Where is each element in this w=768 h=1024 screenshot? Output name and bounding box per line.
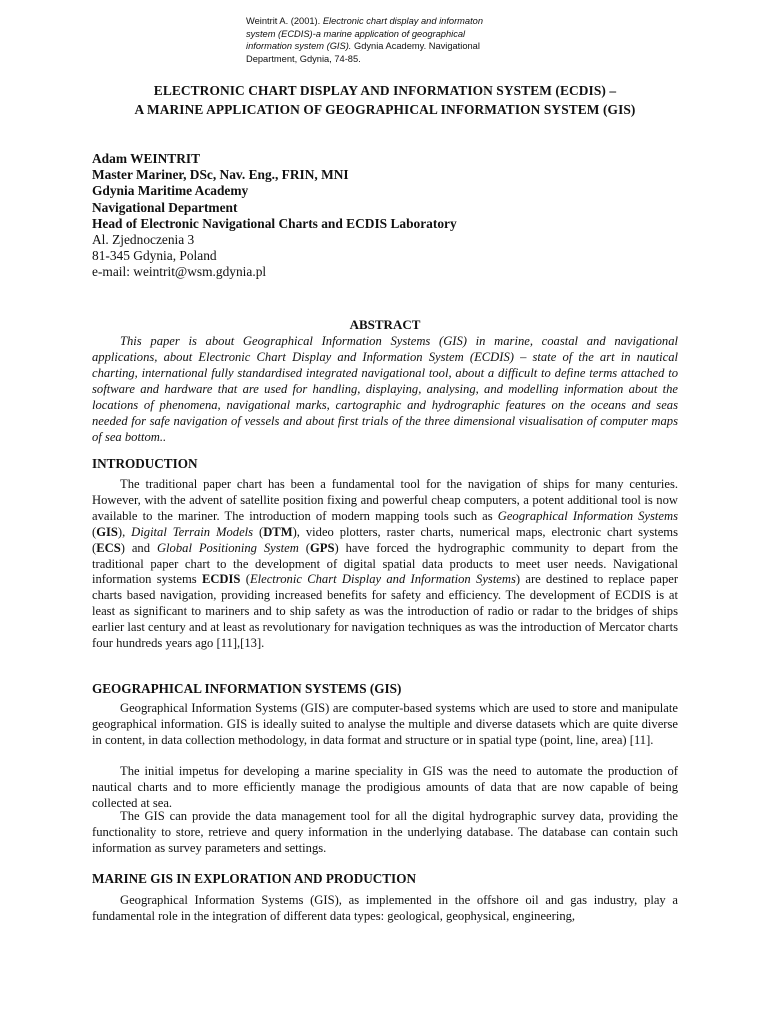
author-institution: Gdynia Maritime Academy: [92, 183, 249, 199]
author-city: 81-345 Gdynia, Poland: [92, 248, 217, 264]
intro-ecdis-abbr: ECDIS: [201, 572, 241, 587]
intro-gis-full: Geographical Information Systems: [497, 508, 678, 523]
paper-title-line-2: A MARINE APPLICATION OF GEOGRAPHICAL INFORMATION SYSTEM (GIS): [134, 102, 636, 117]
intro-gps-abbr: GPS: [309, 540, 335, 555]
gis-paragraph-2: [92, 764, 678, 812]
intro-text-1: The traditional paper chart has been a fundamental tool for the navigation of ships for many centuries. However, with the advent of satellite position fixing and powerful cheap computers, a potent additional tool is now available to the mariner. The introduction of modern mapping tools such as: [92, 477, 678, 523]
marine-gis-heading: MARINE GIS IN EXPLORATION AND PRODUCTION: [92, 871, 416, 886]
intro-dtm-abbr: DTM: [263, 524, 293, 539]
gis-paragraph-3: [92, 809, 678, 857]
citation-title: Electronic chart display and informaton system (ECDIS)-a marine application of geographical information system (GIS).: [246, 16, 484, 51]
abstract-heading: ABSTRACT: [349, 317, 421, 332]
intro-ecdis-full: Electronic Chart Display and Information Systems: [249, 572, 516, 587]
intro-gis-abbr: GIS: [96, 524, 118, 539]
intro-text-4: ) have forced the hydrographic community to depart from the traditional paper chart to the development of digital spatial data products to meet user needs. Navigational information systems: [92, 540, 678, 587]
author-email: e-mail: weintrit@wsm.gdynia.pl: [92, 264, 267, 280]
introduction-paragraph: The traditional paper chart has been a fundamental tool for the navigation of ships for many centuries. However, with the advent of satellite position fixing and powerful cheap computers, a potent additional tool is now available to the mariner. The introduction of modern mapping tools such as Geographical Information Systems (GIS), Digital Terrain Models (DTM), video plotters, raster charts, numerical maps, electronic chart systems (ECS) and Global Positioning System (GPS) have forced the hydrographic community to depart from the traditional paper chart to the development of digital spatial data products to meet user needs. Navigational information systems ECDIS (Electronic Chart Display and Information Systems) are destined to replace paper charts based navigation, providing increased benefits for safety and efficiency. The development of ECDIS is at least as significant to mariners and to ship safety as was the introduction of radio or radar to the bridges of ships earlier last century and at least as revolutionary for navigation techniques as was the introduction of Mercator charts four hundreds years ago [11],[13].: [92, 477, 679, 651]
intro-text-3: ) and: [120, 540, 157, 555]
gis-heading: GEOGRAPHICAL INFORMATION SYSTEMS (GIS): [92, 681, 402, 696]
citation-prefix: Weintrit A. (2001).: [246, 16, 323, 26]
author-block: [92, 151, 678, 281]
paper-title: [92, 81, 678, 119]
abstract-text: [92, 333, 678, 445]
citation-suffix: Gdynia Academy. Navigational Department, Gdynia, 74-85.: [246, 41, 480, 64]
intro-dtm-full: Digital Terrain Models: [131, 524, 254, 539]
intro-text-5: ) are destined to replace paper charts based navigation, providing increased benefits for safety and efficiency. The development of ECDIS is at least as significant to mariners and to ship safety as was the introduction of radio or radar to the bridges of ships earlier last century and at least as revolutionary for navigation techniques as was the introduction of Mercator charts four hundreds years ago [11],[13].: [92, 572, 679, 651]
introduction-heading: INTRODUCTION: [92, 456, 198, 471]
paper-title-line-1: ELECTRONIC CHART DISPLAY AND INFORMATION SYSTEM (ECDIS) –: [153, 83, 617, 98]
abstract-body: This paper is about Geographical Information Systems (GIS) in marine, coastal and navigational applications, about Electronic Chart Display and Information System (ECDIS) – state of the art in nautical charting, international fully standardised integrated navigational tool, about a difficult to define terms attached to software and hardware that are used for handling, displaying, analysing, and modelling information about the locations of phenomena, navigational marks, cartographic and hydrographic features on the oceans and seas needed for safe navigation of vessels and about first trials of the three dimensional visualisation of computer maps of sea bottom..: [92, 334, 678, 444]
author-name: Adam WEINTRIT: [92, 151, 201, 166]
intro-ecs-abbr: ECS: [96, 540, 121, 555]
author-degrees: Master Mariner, DSc, Nav. Eng., FRIN, MNI: [92, 167, 349, 183]
citation-note: [246, 15, 506, 65]
gis-text-2: The initial impetus for developing a marine speciality in GIS was the need to automate the production of nautical charts and to more efficiently manage the prodigious amounts of data that are now capable of being collected at sea.: [92, 764, 678, 810]
gis-text-3: The GIS can provide the data management tool for all the digital hydrographic survey data, providing the functionality to store, retrieve and query information in the underlying database. The database can contain such information as survey parameters and settings.: [92, 809, 678, 855]
marine-gis-paragraph-1: [92, 893, 678, 925]
gis-text-1: Geographical Information Systems (GIS) are computer-based systems which are used to store and manipulate geographical information. GIS is ideally suited to analyse the multiple and diverse datasets which are quite diverse in content, in data collection methodology, in data format and structure or in spatial type (point, line, area) [11].: [92, 701, 678, 747]
author-street: Al. Zjednoczenia 3: [92, 232, 195, 248]
author-role: Head of Electronic Navigational Charts and ECDIS Laboratory: [92, 215, 457, 231]
gis-paragraph-1: [92, 701, 678, 749]
intro-text-2: , video plotters, raster charts, numerical maps, electronic chart systems (: [92, 524, 679, 555]
intro-gps-full: Global Positioning System: [156, 540, 299, 555]
marine-gis-text-1: Geographical Information Systems (GIS), as implemented in the offshore oil and gas industry, play a fundamental role in the integration of different data types: geological, geophysical, engineering,: [92, 893, 678, 923]
author-department: Navigational Department: [92, 199, 238, 215]
